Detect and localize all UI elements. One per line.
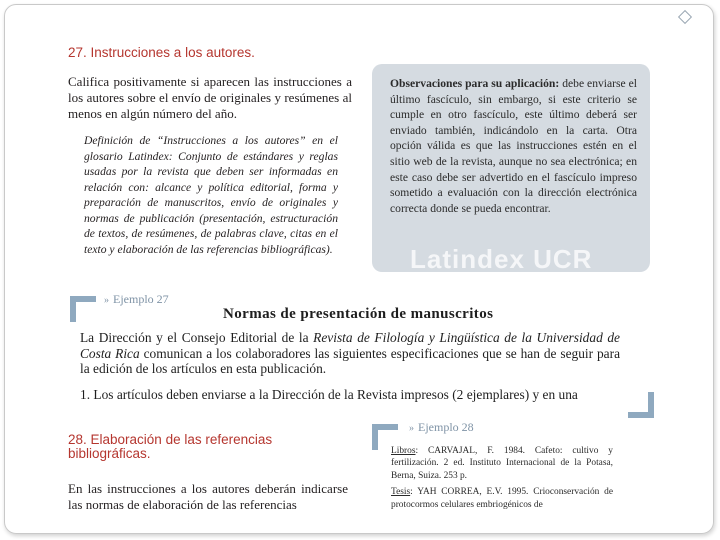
section-27-heading: 27. Instrucciones a los autores. (68, 45, 255, 60)
reference-item (391, 486, 613, 510)
example-27-para-start: La Dirección y el Consejo Editorial de la (80, 330, 314, 345)
example-27-bracket-top-left (70, 296, 96, 322)
observations-body: debe enviarse el último fascículo, sin embargo, si este criterio se cumple en otro fascículo, este último deberá ser enviado también, indicándolo en la carta. Otra opción válida es que las instrucciones estén en el sitio web de la revista, aunque no sea electrónica; en este caso debe ser advertido en el fascículo impreso sometido a evaluación con la dirección electrónica correcta donde se pueda encontrar. (390, 77, 637, 215)
section-28-heading (68, 433, 272, 461)
observations-box (372, 64, 650, 272)
chevron-right-icon: » (409, 423, 414, 434)
section-28-heading-line-2: bibliográficas. (68, 446, 151, 461)
example-28-clip (380, 440, 620, 510)
example-27-label: Ejemplo 27 (113, 292, 169, 306)
section-28-heading-line-1: 28. Elaboración de las referencias (68, 432, 273, 447)
example-28-tag (409, 420, 474, 435)
example-27-tag (104, 292, 169, 307)
reference-1-label: Libros (391, 446, 416, 456)
section-28-paragraph: En las instrucciones a los autores deberán indicarse las normas de elaboración de las referencias (68, 481, 348, 513)
observations-label: Observaciones para su aplicación: (390, 77, 560, 90)
example-27-bracket-bottom-right (628, 392, 654, 418)
watermark-logo: Latindex UCR (410, 244, 593, 272)
example-27-paragraph (80, 330, 620, 377)
chevron-right-icon: » (104, 295, 109, 306)
example-27-para-end: comunican a los colaboradores las siguientes especificaciones que se han de seguir para la edición de los artículos en esta publicación. (80, 345, 621, 376)
reference-2-label: Tesis (391, 487, 411, 498)
reference-item (391, 445, 613, 482)
example-27-title: Normas de presentación de manuscritos (223, 306, 494, 322)
reference-2-text: : YAH CORREA, E.V. 1995. Crioconservación de protocormos celulares embriogénicos de (391, 487, 613, 510)
example-27-journal: Revista de Filología y Lingüística de la Universidad de Costa Rica (80, 330, 621, 361)
example-27-item-1: 1. Los artículos deben enviarse a la Dirección de la Revista impresos (2 ejemplares) y en una (80, 387, 578, 402)
reference-1-text: : CARVAJAL, F. 1984. Cafeto: cultivo y fertilización. 2 ed. Instituto Internacional de la Potasa, Berna, Suiza. 253 p. (391, 446, 613, 481)
observations-text (390, 76, 637, 216)
latindex-definition: Definición de “Instrucciones a los autores” en el glosario Latindex: Conjunto de estándares y reglas usadas por la revista que deben ser informadas en relación con: alcance y política editorial, forma y preparación de manuscritos, envío de originales y normas de publicación (presentación, estructuración de textos, de resúmenes, de palabras clave, citas en el texto y elaboración de las referencias bibliográficas). (84, 134, 338, 256)
example-28-references (391, 445, 613, 510)
section-27-paragraph: Califica positivamente si aparecen las instrucciones a los autores sobre el envío de originales y resúmenes al menos en algún número del año. (68, 74, 352, 122)
example-28-label: Ejemplo 28 (418, 420, 474, 434)
